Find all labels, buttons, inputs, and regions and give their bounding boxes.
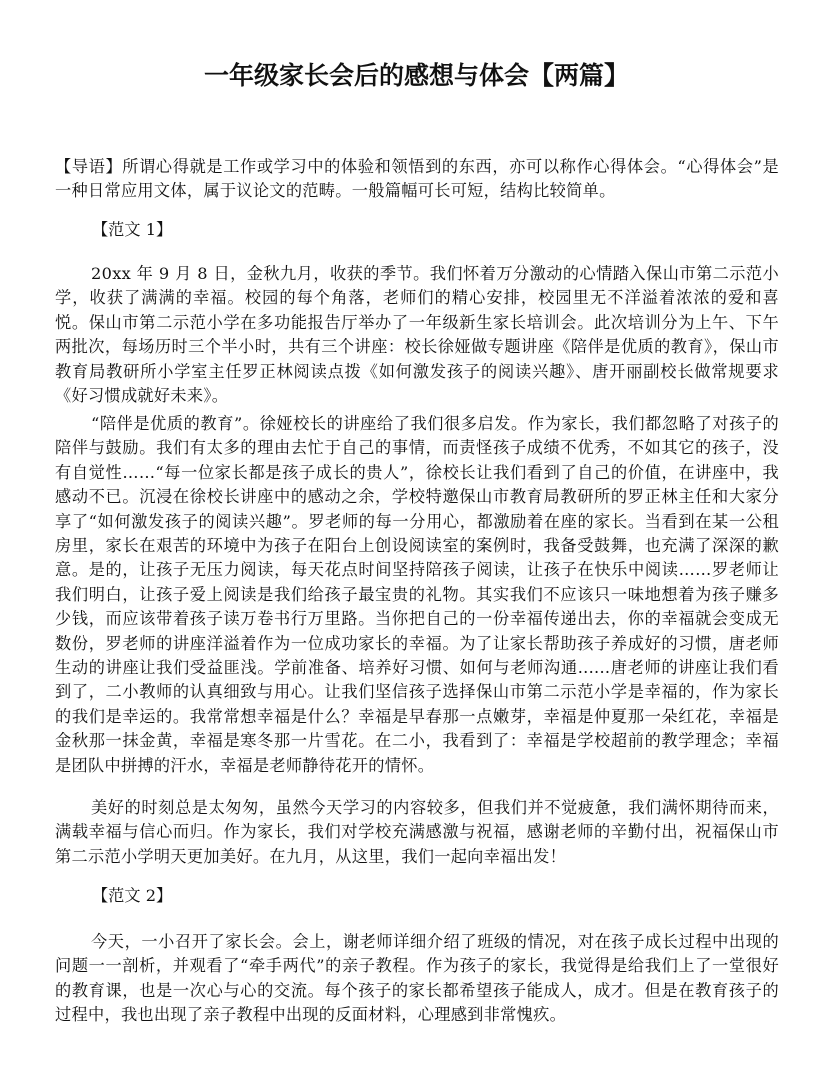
sample1-paragraph-3: 美好的时刻总是太匆匆，虽然今天学习的内容较多，但我们并不觉疲惫，我们满怀期待而来，满载幸福与信心而归。作为家长，我们对学校充满感激与祝福，感谢老师的辛勤付出，祝福保山市第二示范小学明天更加美好。在九月，从这里，我们一起向幸福出发！ [55,798,779,866]
sample2-heading: 【范文 2】 [92,886,173,905]
sample1-heading: 【范文 1】 [92,220,173,239]
document-title: 一年级家长会后的感想与体会【两篇】 [203,61,629,90]
sample1-paragraph-2: “陪伴是优质的教育”。徐娅校长的讲座给了我们很多启发。作为家长，我们都忽略了对孩子的陪伴与鼓励。我们有太多的理由去忙于自己的事情，而责怪孩子成绩不优秀，不如其它的孩子，没有自觉性……“每一位家长都是孩子成长的贵人”，徐校长让我们看到了自己的价值，在讲座中，我感动不已。沉浸在徐校长讲座中的感动之余，学校特邀保山市教育局教研所的罗正林主任和大家分享了“如何激发孩子的阅读兴趣”。罗老师的每一分用心，都激励着在座的家长。当看到在某一公租房里，家长在艰苦的环境中为孩子在阳台上创设阅读室的案例时，我备受鼓舞，也充满了深深的歉意。是的，让孩子无压力阅读，每天花点时间坚持陪孩子阅读，让孩子在快乐中阅读……罗老师让我们明白，让孩子爱上阅读是我们给孩子最宝贵的礼物。其实我们不应该只一味地想着为孩子赚多少钱，而应该带着孩子读万卷书行万里路。当你把自己的一份幸福传递出去，你的幸福就会变成无数份，罗老师的讲座洋溢着作为一位成功家长的幸福。为了让家长帮助孩子养成好的习惯，唐老师生动的讲座让我们受益匪浅。学前准备、培养好习惯、如何与老师沟通......唐老师的讲座让我们看到了，二小教师的认真细致与用心。让我们坚信孩子选择保山市第二示范小学是幸福的，作为家长的我们是幸运的。我常常想幸福是什么？幸福是早春那一点嫩芽，幸福是仲夏那一朵红花，幸福是金秋那一抹金黄，幸福是寒冬那一片雪花。在二小，我看到了：幸福是学校超前的教学理念；幸福是团队中拼搏的汗水，幸福是老师静待花开的情怀。 [55,414,779,775]
sample2-paragraph-1: 今天，一小召开了家长会。会上，谢老师详细介绍了班级的情况，对在孩子成长过程中出现的问题一一剖析，并观看了“牵手两代”的亲子教程。作为孩子的家长，我觉得是给我们上了一堂很好的教育课，也是一次心与心的交流。每个孩子的家长都希望孩子能成人，成才。但是在教育孩子的过程中，我也出现了亲子教程中出现的反面材料，心理感到非常愧疚。 [55,932,779,1025]
sample1-paragraph-1: 20xx 年 9 月 8 日，金秋九月，收获的季节。我们怀着万分激动的心情踏入保山市第二示范小学，收获了满满的幸福。校园的每个角落，老师们的精心安排，校园里无不洋溢着浓浓的爱和喜悦。保山市第二示范小学在多功能报告厅举办了一年级新生家长培训会。此次培训分为上午、下午两批次，每场历时三个半小时，共有三个讲座：校长徐娅做专题讲座《陪伴是优质的教育》，保山市教育局教研所小学室主任罗正林阅读点拨《如何激发孩子的阅读兴趣》、唐开丽副校长做常规要求《好习惯成就好未来》。 [55,264,779,406]
intro-paragraph: 【导语】所谓心得就是工作或学习中的体验和领悟到的东西，亦可以称作心得体会。“心得体会”是一种日常应用文体，属于议论文的范畴。一般篇幅可长可短，结构比较简单。 [55,157,779,201]
